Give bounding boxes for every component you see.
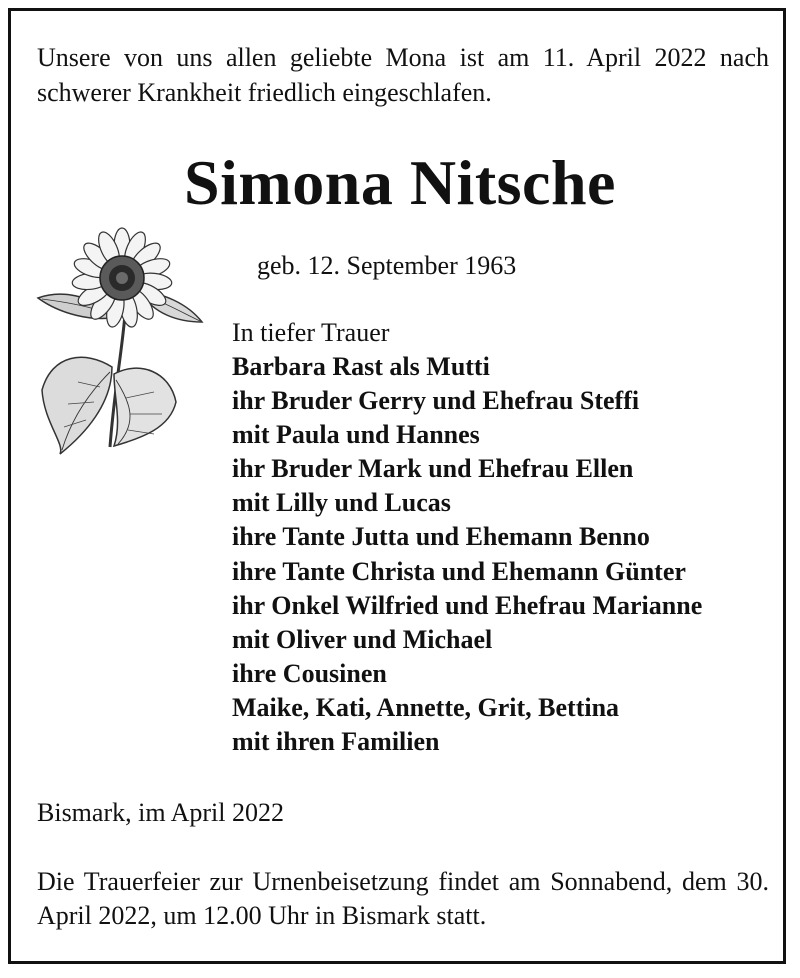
mourner-line: mit Oliver und Michael [232,624,493,654]
mourner-line: ihre Tante Jutta und Ehemann Benno [232,522,650,552]
mourner-line: ihre Cousinen [232,658,387,688]
intro-text: Unsere von uns allen geliebte Mona ist am 11. April 2022 nach schwerer Krankheit friedlich eingeschlafen. [37,43,769,107]
mourner-line: ihr Bruder Gerry und Ehefrau Steffi [232,386,640,416]
mourners-list [232,350,702,759]
deceased-name: Simona Nitsche [184,147,616,218]
mourner-line: mit ihren Familien [232,727,440,757]
mourner-line: ihr Onkel Wilfried und Ehefrau Marianne [232,590,703,620]
sunflower-icon [30,222,210,462]
place-date: Bismark, im April 2022 [37,798,284,827]
mourner-line: ihre Tante Christa und Ehemann Günter [232,556,686,586]
mourner-line: Barbara Rast als Mutti [232,352,490,381]
mourner-line: mit Paula und Hannes [232,420,480,450]
mourner-line: ihr Bruder Mark und Ehefrau Ellen [232,454,634,484]
ceremony-info: Die Trauerfeier zur Urnenbeisetzung findet am Sonnabend, dem 30. April 2022, um 12.00 Uhr in Bismark statt. [37,867,769,930]
birth-date: geb. 12. September 1963 [257,251,517,280]
mourner-line: mit Lilly und Lucas [232,488,451,518]
mourning-intro: In tiefer Trauer [232,318,390,347]
mourner-line: Maike, Kati, Annette, Grit, Bettina [232,692,620,722]
